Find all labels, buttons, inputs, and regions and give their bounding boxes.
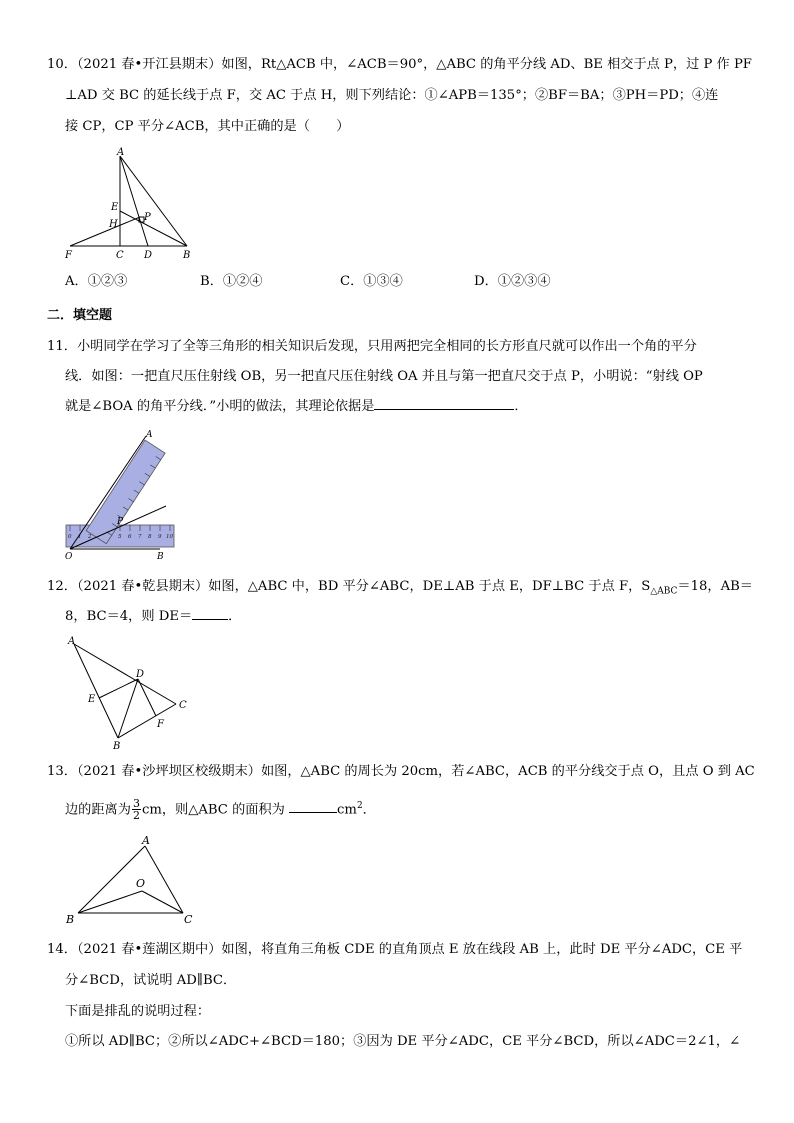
q12-line1: 12．（2021 春•乾县期末）如图，△ABC 中，BD 平分∠ABC，DE⊥AB 于点 E，DF⊥BC 于点 F，$S_{\triangle ABC}=18$，AB＝ <box>47 579 753 597</box>
q10-label-c: C <box>116 250 124 261</box>
q13-fraction: $\frac{3}{2}$ <box>132 797 140 823</box>
q10-option-b: B．①②④ <box>200 274 263 289</box>
section-title: 二．填空题 <box>47 308 113 323</box>
q12-figure <box>62 632 194 754</box>
q13-answer-blank[interactable] <box>289 800 337 813</box>
q12-label-d: D <box>136 669 145 680</box>
q10-label-b: B <box>183 250 191 261</box>
q14-line1: 14．（2021 春•莲湖区期中）如图，将直角三角板 CDE 的直角顶点 E 放在线段 AB 上，此时 DE 平分∠ADC，CE 平 <box>47 942 743 957</box>
q10-label-p: P <box>144 212 151 223</box>
q13-line1: 13．（2021 春•沙坪坝区校级期末）如图，△ABC 的周长为 20cm，若∠ABC，ACB 的平分线交于点 O，且点 O 到 AC <box>47 764 755 779</box>
svg-text:6: 6 <box>128 534 132 540</box>
q12-label-f: F <box>157 719 164 730</box>
q14-line4: ①所以 AD∥BC；②所以∠ADC+∠BCD＝180；③因为 DE 平分∠ADC，CE 平分∠BCD，所以∠ADC＝2∠1，∠ <box>65 1034 741 1049</box>
q11-answer-blank[interactable] <box>374 397 514 410</box>
svg-text:10: 10 <box>166 534 173 540</box>
svg-text:1: 1 <box>78 534 82 540</box>
q10-line1: 10．（2021 春•开江县期末）如图，Rt△ACB 中，∠ACB＝90°，△ABC 的角平分线 AD、BE 相交于点 P，过 P 作 PF <box>47 57 752 72</box>
q13-figure <box>62 832 200 926</box>
q10-label-a: A <box>117 147 125 158</box>
q11-line3: 就是∠BOA 的角平分线．”小明的做法，其理论依据是 ． <box>65 399 528 414</box>
q12-answer-blank[interactable] <box>192 607 228 620</box>
q10-option-d: D．①②③④ <box>474 274 551 289</box>
q13-line2: 边的距离为 $\frac{3}{2}$ cm，则△ABC 的面积为 $cm^2$． <box>65 797 376 823</box>
q10-figure <box>62 146 202 262</box>
q10-label-f: F <box>65 250 72 261</box>
q12-label-b: B <box>113 741 121 752</box>
svg-text:9: 9 <box>158 534 162 540</box>
q11-label-p: P <box>117 517 124 527</box>
q12-label-a: A <box>68 636 76 647</box>
q12-line2: 8，BC＝4，则 DE＝ ． <box>65 609 242 624</box>
q10-line2: ⊥AD 交 BC 的延长线于点 F，交 AC 于点 H，则下列结论：①∠APB＝135°；②BF＝BA；③PH＝PD；④连 <box>65 88 719 103</box>
q11-figure <box>62 428 182 560</box>
q14-line3: 下面是排乱的说明过程： <box>65 1004 211 1019</box>
q11-line2: 线．如图：一把直尺压住射线 OB，另一把直尺压住射线 OA 并且与第一把直尺交于点 P，小明说：“射线 OP <box>65 369 703 384</box>
q10-label-h: H <box>109 219 118 230</box>
svg-text:0: 0 <box>68 534 72 540</box>
q12-label-e: E <box>88 694 96 705</box>
q13-label-o: O <box>136 877 146 890</box>
q12-label-c: C <box>179 700 187 711</box>
q11-line1: 11．小明同学在学习了全等三角形的相关知识后发现，只用两把完全相同的长方形直尺就可以作出一个角的平分 <box>47 339 697 354</box>
q11-label-a: A <box>146 430 153 440</box>
q13-label-c: C <box>184 913 193 926</box>
q11-label-b: B <box>157 552 164 560</box>
q11-label-o: O <box>65 552 73 560</box>
q10-option-a: A．①②③ <box>65 274 128 289</box>
svg-text:7: 7 <box>138 534 142 540</box>
q10-option-c: C．①③④ <box>340 274 403 289</box>
q10-label-e: E <box>111 202 119 213</box>
q13-label-b: B <box>66 913 75 926</box>
svg-text:2: 2 <box>88 534 92 540</box>
q10-label-d: D <box>144 250 153 261</box>
svg-text:5: 5 <box>118 534 122 540</box>
q14-line2: 分∠BCD，试说明 AD∥BC． <box>65 973 237 988</box>
q10-line3: 接 CP，CP 平分∠ACB，其中正确的是（ ） <box>65 119 350 134</box>
q13-label-a: A <box>142 834 150 847</box>
svg-text:8: 8 <box>148 534 152 540</box>
